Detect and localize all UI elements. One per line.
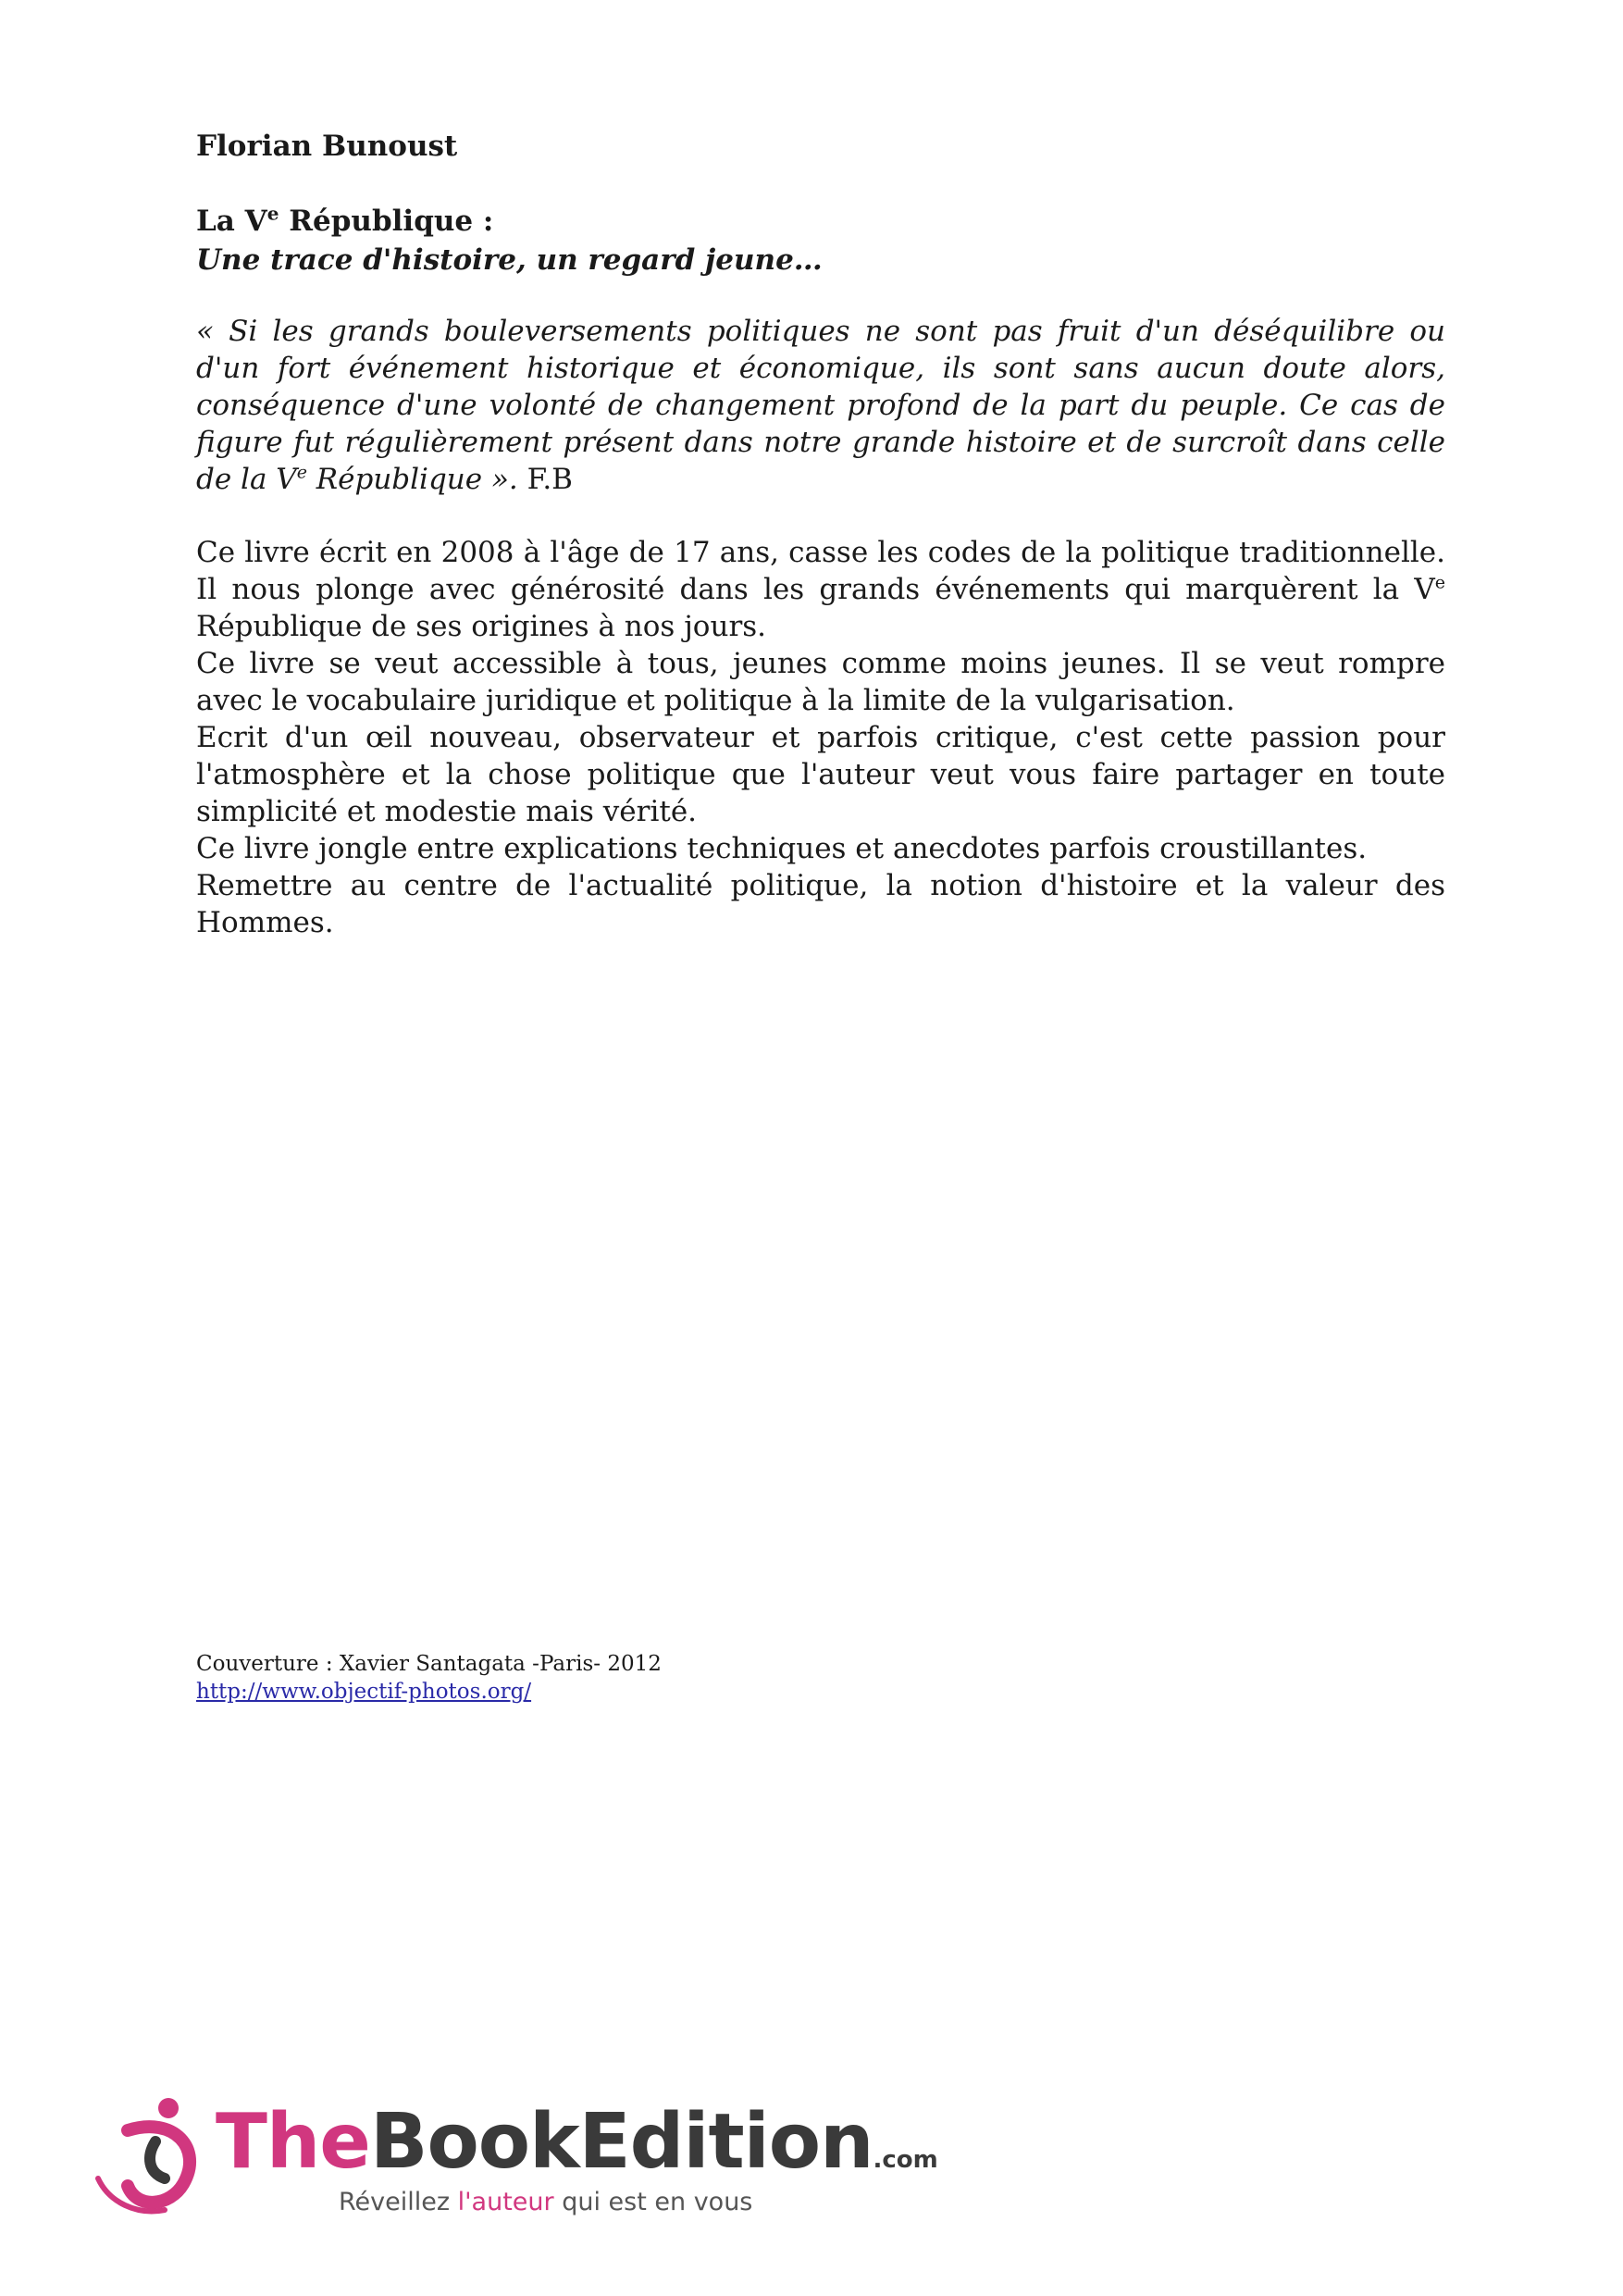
logo-wordmark [216,2098,938,2202]
logo-edition: Edition [578,2098,873,2186]
tagline-part-3: qui est en vous [553,2188,753,2216]
logo-com: .com [873,2146,938,2174]
summary-paragraph-3: Ecrit d'un œil nouveau, observateur et parfois critique, c'est cette passion pour l'atmosphère et la chose politique que l'auteur veut vous faire partager en toute simplicité et modestie mais vérité. [196,721,1445,828]
summary-paragraph-1 [196,534,1445,645]
book-title [196,202,1445,241]
summary-paragraph-4: Ce livre jongle entre explications techniques et anecdotes parfois croustillantes. [196,832,1368,865]
quote-text: « Si les grands bouleversements politiques ne sont pas fruit d'un déséquilibre ou d'un fort événement historique et économique, ils sont sans aucun doute alors, conséquence d'une volonté de changement profond de la part du peuple. Ce cas de figure fut régulièrement présent dans notre grande histoire et de surcroît dans celle de la V [196,315,1445,496]
quote-end: République ». [306,463,518,496]
photographer-link[interactable]: http://www.objectif-photos.org/ [196,1680,532,1704]
logo-book: Book [369,2098,579,2186]
logo-tagline [339,2188,752,2216]
cover-credits [196,1650,662,1706]
title-superscript: e [266,202,279,225]
tagline-part-2: l'auteur [457,2188,554,2216]
quote-superscript: e [296,462,307,483]
title-suffix: République : [279,205,494,238]
book-subtitle: Une trace d'histoire, un regard jeune… [196,243,823,277]
person-swirl-icon [91,2093,211,2223]
summary-p1-superscript: e [1434,572,1445,593]
title-block [196,202,1445,279]
summary-text [196,534,1445,941]
epigraph-quote [196,313,1445,498]
tagline-part-1: Réveillez [339,2188,458,2216]
thebookedition-logo [91,2093,938,2251]
title-prefix: La V [196,205,267,238]
quote-signature: F.B [517,463,573,496]
cover-credit-line: Couverture : Xavier Santagata -Paris- 2012 [196,1652,662,1676]
summary-paragraph-2: Ce livre se veut accessible à tous, jeunes comme moins jeunes. Il se veut rompre avec le vocabulaire juridique et politique à la limite de la vulgarisation. [196,647,1445,717]
summary-p1-end: République de ses origines à nos jours. [196,610,767,643]
author-name: Florian Bunoust [196,130,458,163]
summary-paragraph-5: Remettre au centre de l'actualité politique, la notion d'histoire et la valeur des Hommes. [196,869,1445,939]
logo-the: The [216,2098,370,2186]
summary-p1-text: Ce livre écrit en 2008 à l'âge de 17 ans, casse les codes de la politique traditionnelle. Il nous plonge avec générosité dans les grands événements qui marquèrent la V [196,536,1445,606]
